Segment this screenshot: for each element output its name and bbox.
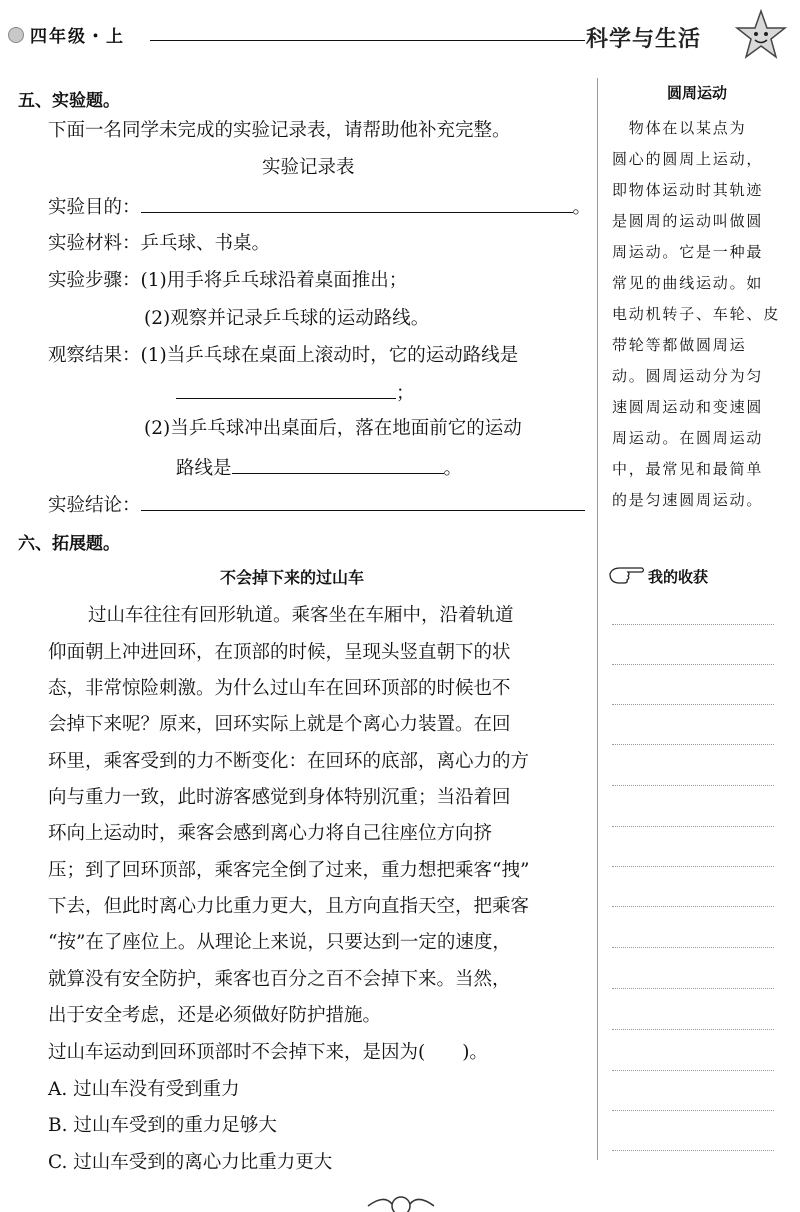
note-line[interactable]	[612, 1110, 774, 1111]
materials-row: 实验材料：乒乓球、书桌。	[48, 233, 271, 254]
article-line: 仰面朝上冲进回环，在顶部的时候，呈现头竖直朝下的状	[48, 642, 511, 663]
note-line[interactable]	[612, 906, 774, 907]
note-line[interactable]	[612, 704, 774, 705]
sidebar-line: 的是匀速圆周运动。	[612, 491, 764, 509]
note-line[interactable]	[612, 947, 774, 948]
my-gains-title: 我的收获	[648, 568, 709, 586]
question-stem: 过山车运动到回环顶部时不会掉下来，是因为( )。	[48, 1042, 488, 1063]
conclusion-blank[interactable]	[141, 492, 585, 511]
result-2: (2)当乒乓球冲出桌面后，落在地面前它的运动	[144, 418, 522, 439]
purpose-blank[interactable]	[141, 194, 573, 213]
conclusion-row	[48, 491, 585, 517]
result-1-end: ；	[396, 383, 415, 404]
steps-label: 实验步骤：	[48, 270, 141, 291]
article-line: 就算没有安全防护，乘客也百分之百不会掉下来。当然，	[48, 969, 511, 990]
sidebar-line: 中，最常见和最简单	[612, 460, 764, 478]
article-line: 压；到了回环顶部，乘客完全倒了过来，重力想把乘客“拽”	[48, 860, 530, 881]
step-1: (1)用手将乒乓球沿着桌面推出；	[140, 270, 408, 291]
conclusion-label: 实验结论：	[48, 495, 141, 516]
grade-header	[8, 22, 125, 47]
grade-label: 四年级・上	[30, 27, 125, 47]
note-line[interactable]	[612, 664, 774, 665]
sidebar-line: 电动机转子、车轮、皮	[612, 305, 781, 323]
section6-title: 六、拓展题。	[18, 534, 120, 554]
note-line[interactable]	[612, 1070, 774, 1071]
article-line: 下去，但此时离心力比重力更大，且方向直指天空，把乘客	[48, 896, 530, 917]
note-line[interactable]	[612, 1150, 774, 1151]
article-line: 环里，乘客受到的力不断变化：在回环的底部，离心力的方	[48, 751, 530, 772]
pointing-hand-icon	[608, 562, 646, 586]
sidebar-line: 圆心的圆周上运动，	[612, 150, 764, 168]
sidebar-line: 周运动。在圆周运动	[612, 429, 764, 447]
note-line[interactable]	[612, 988, 774, 989]
result-1: (1)当乒乓球在桌面上滚动时，它的运动路线是	[140, 345, 519, 366]
article-title: 不会掉下来的过山车	[220, 568, 365, 587]
option-c[interactable]: C. 过山车受到的离心力比重力更大	[48, 1152, 333, 1173]
article-line: 过山车往往有回形轨道。乘客坐在车厢中，沿着轨道	[88, 605, 514, 626]
result-1-blank[interactable]	[176, 380, 396, 399]
bullet-icon	[8, 27, 24, 43]
article-line: “按”在了座位上。从理论上来说，只要达到一定的速度，	[48, 932, 511, 953]
sidebar-line: 带轮等都做圆周运	[612, 336, 747, 354]
article-line: 向与重力一致，此时游客感觉到身体特别沉重；当沿着回	[48, 787, 511, 808]
note-line[interactable]	[612, 624, 774, 625]
star-mascot-icon	[733, 8, 789, 64]
note-line[interactable]	[612, 1029, 774, 1030]
article-line: 环向上运动时，乘客会感到离心力将自己往座位方向挤	[48, 823, 493, 844]
article-line: 会掉下来呢？原来，回环实际上就是个离心力装置。在回	[48, 714, 511, 735]
section5-title: 五、实验题。	[18, 91, 120, 111]
note-line[interactable]	[612, 826, 774, 827]
sidebar-line: 是圆周的运动叫做圆	[612, 212, 764, 230]
header-rule	[150, 40, 585, 41]
note-line[interactable]	[612, 785, 774, 786]
note-line[interactable]	[612, 866, 774, 867]
purpose-row	[48, 193, 591, 219]
steps-row	[48, 266, 407, 292]
result-row-1	[48, 341, 518, 367]
article-line: 态，非常惊险刺激。为什么过山车在回环顶部的时候也不	[48, 678, 511, 699]
result-label: 观察结果：	[48, 345, 141, 366]
purpose-end: 。	[572, 197, 592, 218]
sidebar-line: 即物体运动时其轨迹	[612, 181, 764, 199]
result-2-blank[interactable]	[232, 455, 444, 474]
result-2-end: 。	[443, 458, 463, 479]
purpose-label: 实验目的：	[48, 197, 141, 218]
sidebar-line: 物体在以某点为	[612, 119, 747, 137]
result-2-cont: 路线是	[176, 458, 232, 479]
option-a[interactable]: A. 过山车没有受到重力	[48, 1079, 240, 1100]
step-2: (2)观察并记录乒乓球的运动路线。	[144, 308, 430, 329]
sidebar-line: 动。圆周运动分为匀	[612, 367, 764, 385]
note-line[interactable]	[612, 744, 774, 745]
sidebar-line: 常见的曲线运动。如	[612, 274, 764, 292]
brand-title: 科学与生活	[586, 27, 702, 52]
option-b[interactable]: B. 过山车受到的重力足够大	[48, 1115, 277, 1136]
section5-intro: 下面一名同学未完成的实验记录表，请帮助他补充完整。	[48, 120, 511, 141]
page-number-ornament	[366, 1192, 436, 1212]
sidebar-line: 速圆周运动和变速圆	[612, 398, 764, 416]
result-1-answer	[176, 379, 415, 405]
table-title: 实验记录表	[262, 157, 355, 178]
sidebar-title: 圆周运动	[666, 84, 727, 102]
result-2-answer	[176, 454, 462, 480]
article-line: 出于安全考虑，还是必须做好防护措施。	[48, 1005, 382, 1026]
sidebar-line: 周运动。它是一种最	[612, 243, 764, 261]
